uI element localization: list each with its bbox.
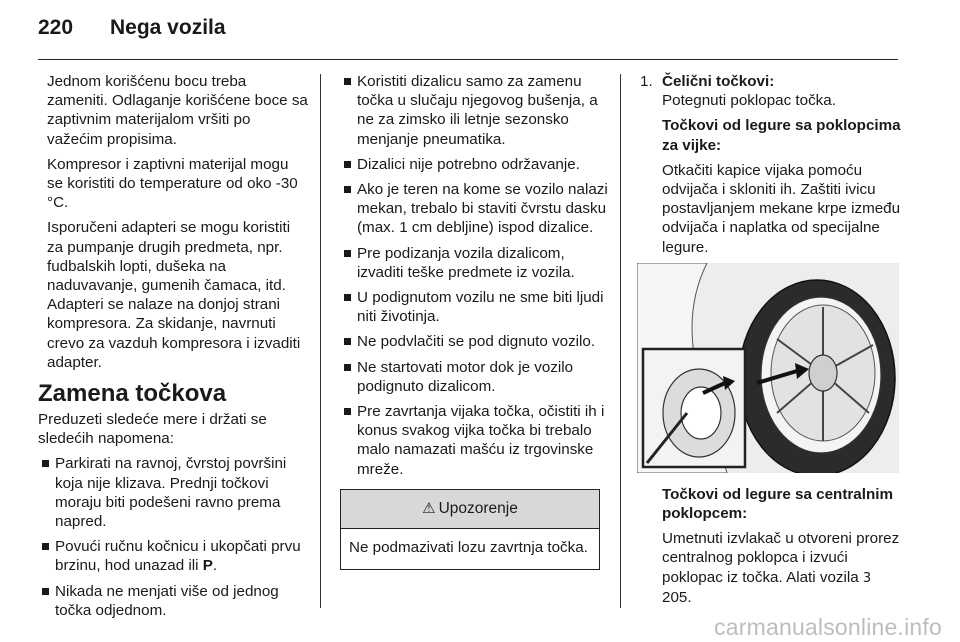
step-number: 1. [640,73,653,90]
column-2 [340,72,608,570]
watermark: carmanualsonline.info [714,614,942,640]
step-title: Čelični točkovi: [662,73,775,90]
paragraph: Kompresor i zaptivni materijal mogu se koristiti do temperature od oko -30 °C. [47,155,298,212]
column-1 [38,72,308,626]
list-item: Dizalici nije potrebno održavanje. [340,155,608,174]
column-3 [640,72,902,613]
list-item: Koristiti dizalicu samo za zamenu točka u slučaju njegovog bušenja, a ne za zimsko ili letnje sezonsko menjanje pneumatika. [340,72,608,149]
list-item: Ako je teren na kome se vozilo nalazi mekan, trebalo bi staviti čvrstu dasku (max. 1 cm debljine) ispod dizalice. [340,180,608,238]
warning-title: Upozorenje [438,500,518,518]
heading-zamena-tockova: Zamena točkova [38,380,227,408]
subsection-text [662,529,902,607]
column-divider-2 [620,74,621,608]
list-item: U podignutom vozilu ne sme biti ljudi niti životinja. [340,288,608,326]
list-item: Pre podizanja vozila dizalicom, izvaditi teške predmete iz vozila. [340,244,608,282]
paragraph: Isporučeni adapteri se mogu koristiti za pumpanje drugih predmeta, npr. fudbalskih lopti, dušeka na naduvavanje, gumenih čamaca, itd. Adapteri se nalaze na donjoj strani kompresora. Za skidanje, navrnuti crevo za vazduh kompresora i izvaditi adapter. [47,219,301,371]
warning-box [340,489,600,570]
paragraph: Jednom korišćenu bocu treba zameniti. Odlaganje korišćene boce sa zaptivnim materijalom vršiti po važećim propisima. [47,73,308,148]
step-text: Potegnuti poklopac točka. [662,92,836,110]
page-number: 220 [38,16,74,39]
header-rule [38,59,898,60]
wheel-cover-illustration [637,263,899,473]
warning-header [341,490,599,529]
subsection-text: Otkačiti kapice vijaka pomoću odvijača i skloniti ih. Zaštiti ivicu postavljanjem mekane krpe između odvijača i naplatka od specijalne legure. [662,161,901,256]
numbered-step [640,72,902,91]
list-item-end: . [212,557,218,575]
list-item: Ne podvlačiti se pod dignuto vozilo. [340,332,608,351]
list-item: Ne startovati motor dok je vozilo podignuto dizalicom. [340,358,608,396]
subsection-text-body: Umetnuti izvlakač u otvoreni prorez centralnog poklopca i izvući poklopac iz točka. Alati vozila [662,530,900,586]
list-item: Parkirati na ravnoj, čvrstoj površini koja nije klizava. Prednji točkovi moraju biti podešeni ravno prema napred. [38,454,308,531]
list-item: Pre zavrtanja vijaka točka, očistiti ih i konus svakog vijka točka bi trebalo malo namazati mašću iz trgovinske mreže. [340,402,608,479]
bullet-list [340,72,608,479]
warning-triangle-icon: ⚠ [422,500,436,518]
bullet-list [38,454,308,620]
warning-text: Ne podmazivati lozu zavrtnja točka. [349,538,588,556]
subsection-title: Točkovi od legure sa centralnim poklopcem: [662,485,893,523]
column-divider-1 [320,74,321,608]
gear-p-label: P [202,557,213,575]
page-reference-icon: 3 [862,570,872,586]
list-item: Nikada ne menjati više od jednog točka odjednom. [38,582,308,620]
wheel-illustration-svg [637,263,899,473]
list-item-text: Povući ručnu kočnicu i ukopčati prvu brzinu, hod unazad ili [55,538,301,575]
subsection-title: Točkovi od legure sa poklopcima za vijke: [662,117,901,154]
section-title: Nega vozila [110,16,226,39]
page-header [38,16,226,48]
page-reference: 205. [662,588,692,606]
list-item [38,537,308,575]
intro-paragraph: Preduzeti sledeće mere i držati se sledećih napomena: [38,411,267,448]
